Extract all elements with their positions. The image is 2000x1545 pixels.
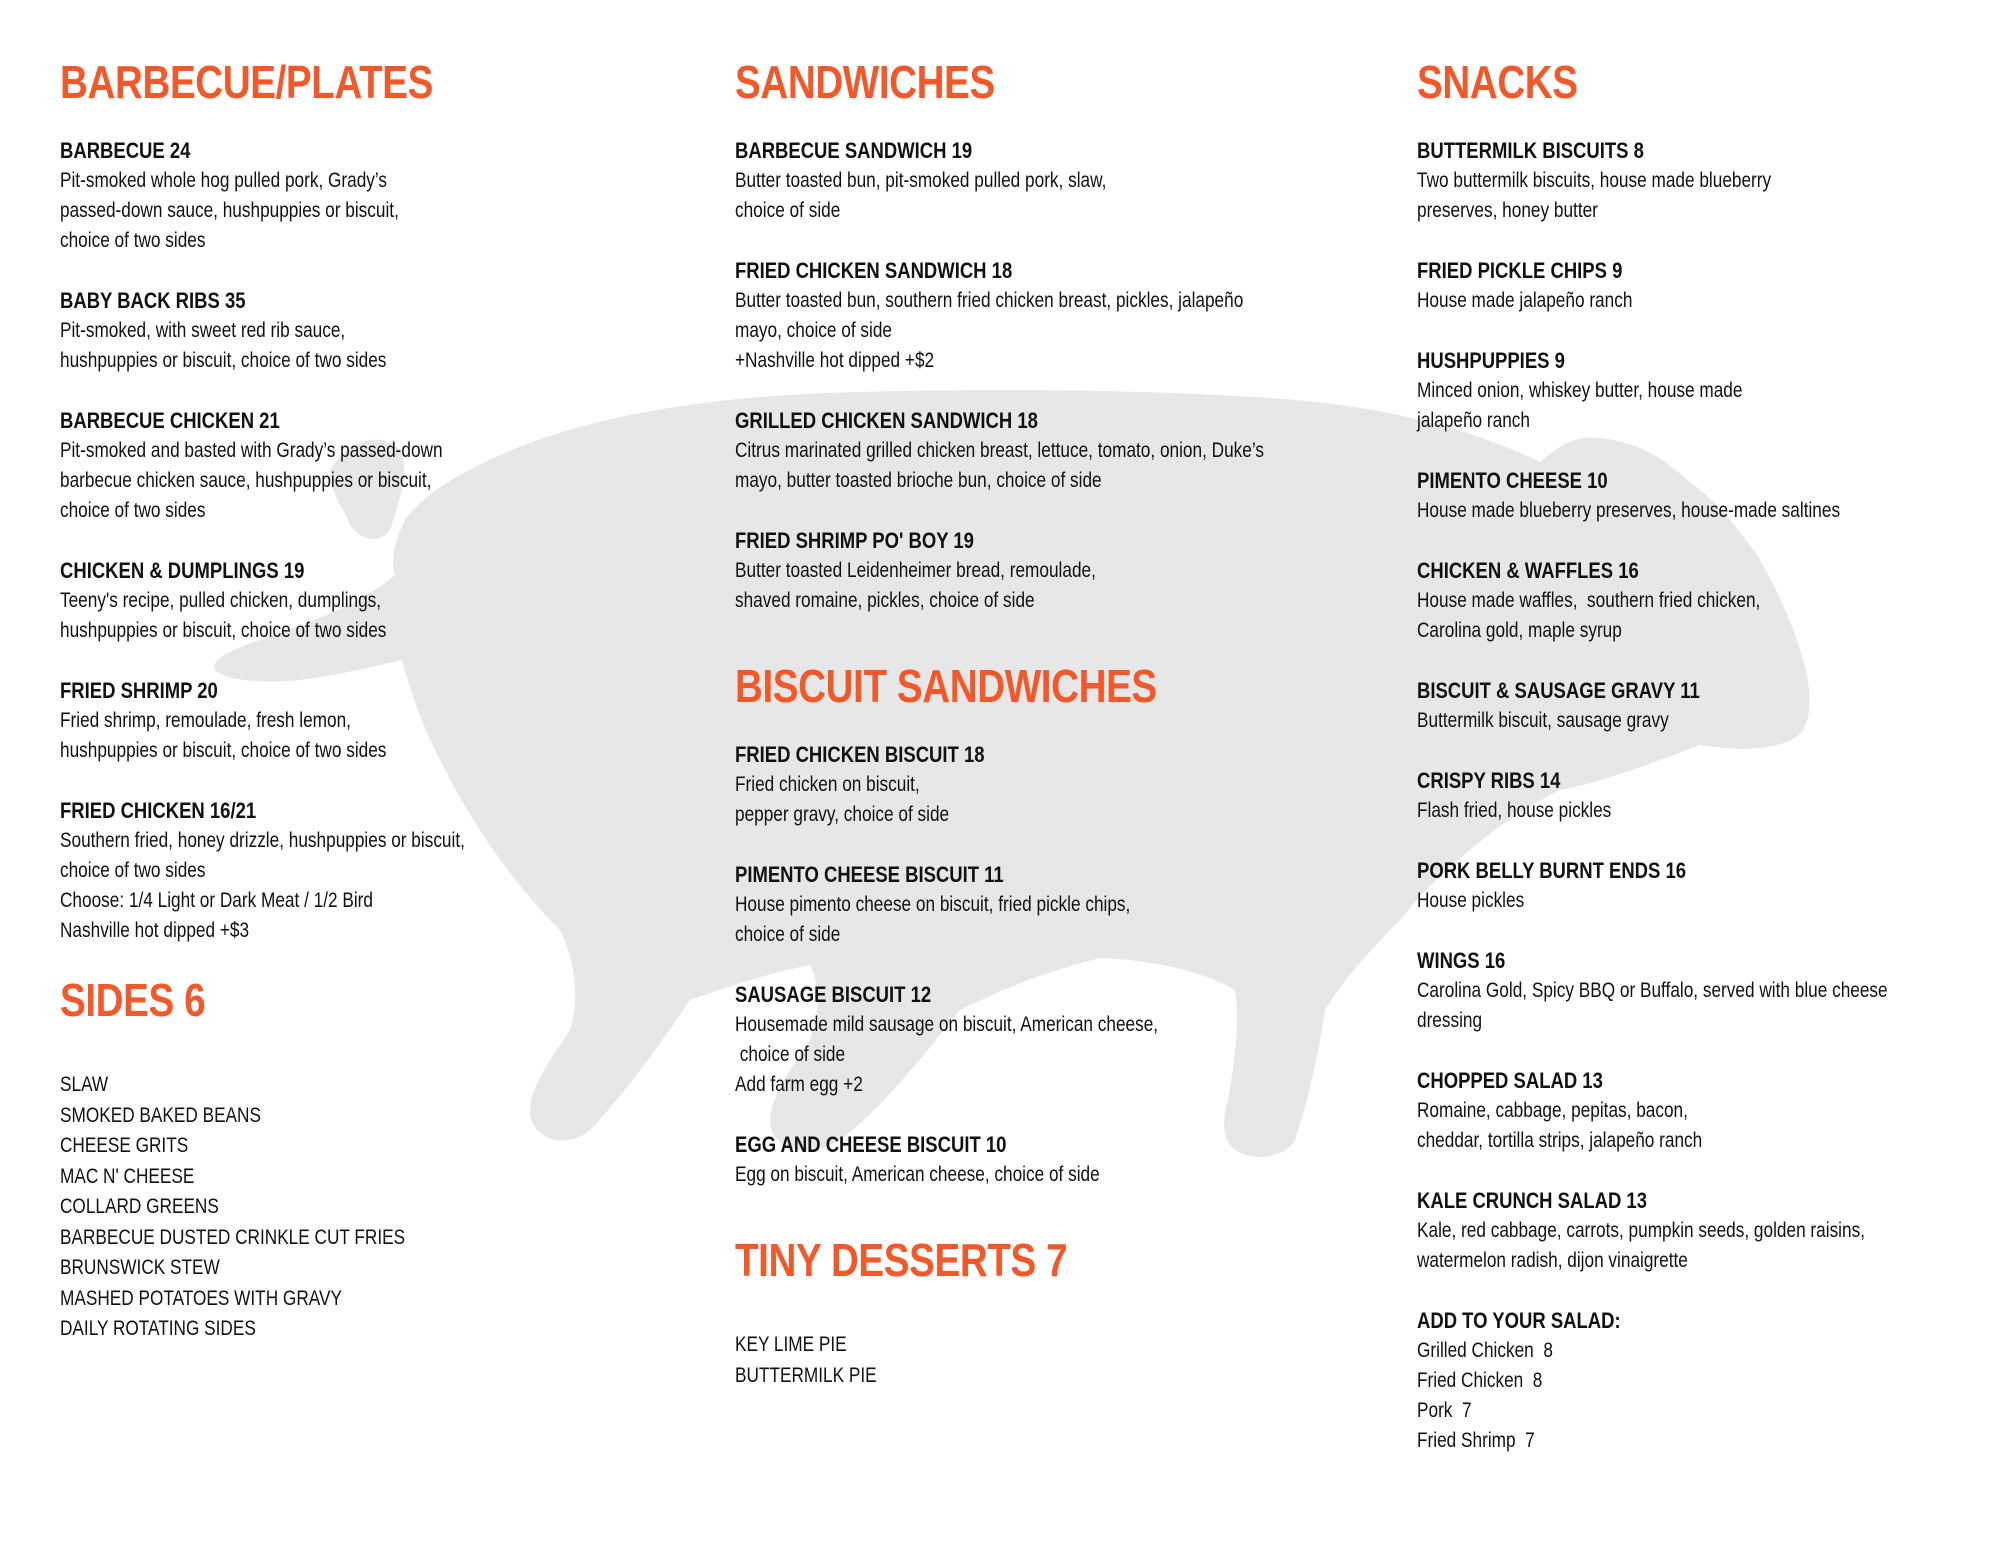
menu-item-desc: shaved romaine, pickles, choice of side	[735, 589, 1035, 612]
menu-item	[1417, 256, 1977, 316]
menu-item	[1417, 556, 1977, 646]
list-item: CHEESE GRITS	[60, 1134, 189, 1157]
menu-item-name: EGG AND CHEESE BISCUIT 10	[735, 1132, 1007, 1157]
menu-item-desc: choice of two sides	[60, 499, 206, 522]
section-title-biscuit-sandwiches: BISCUIT SANDWICHES	[735, 660, 1157, 712]
menu-item-name: PIMENTO CHEESE 10	[1417, 468, 1608, 493]
menu-item	[735, 980, 1355, 1100]
menu-item-desc: Butter toasted Leidenheimer bread, remoulade,	[735, 559, 1096, 582]
menu-item-desc: jalapeño ranch	[1417, 409, 1530, 432]
menu-item-name: CHOPPED SALAD 13	[1417, 1068, 1603, 1093]
menu-item-desc: pepper gravy, choice of side	[735, 803, 950, 826]
menu-item-desc: House made blueberry preserves, house-made saltines	[1417, 499, 1841, 522]
menu-item-desc: House made jalapeño ranch	[1417, 289, 1633, 312]
menu-item	[1417, 676, 1977, 736]
list-item: DAILY ROTATING SIDES	[60, 1317, 256, 1340]
menu-item-desc: Buttermilk biscuit, sausage gravy	[1417, 709, 1669, 732]
menu-item-desc: cheddar, tortilla strips, jalapeño ranch	[1417, 1129, 1703, 1152]
menu-item-name: PIMENTO CHEESE BISCUIT 11	[735, 862, 1004, 887]
menu-item	[60, 286, 640, 376]
menu-item	[60, 406, 640, 526]
menu-item-desc: House pimento cheese on biscuit, fried pickle chips,	[735, 893, 1131, 916]
menu-item-desc: Carolina gold, maple syrup	[1417, 619, 1622, 642]
menu-item-name: SAUSAGE BISCUIT 12	[735, 982, 932, 1007]
menu-item-desc: Butter toasted bun, pit-smoked pulled pork, slaw,	[735, 169, 1107, 192]
menu-item-desc: hushpuppies or biscuit, choice of two sides	[60, 349, 387, 372]
menu-item-name: GRILLED CHICKEN SANDWICH 18	[735, 408, 1038, 433]
menu-item-desc: Teeny's recipe, pulled chicken, dumplings,	[60, 589, 382, 612]
menu-item-desc: Minced onion, whiskey butter, house made	[1417, 379, 1743, 402]
menu-item-desc: House pickles	[1417, 889, 1525, 912]
menu-item-desc: Add farm egg +2	[735, 1073, 863, 1096]
menu-item-desc: Two buttermilk biscuits, house made blueberry	[1417, 169, 1772, 192]
section-title-sandwiches: SANDWICHES	[735, 56, 995, 108]
menu-item	[60, 676, 640, 766]
list-item: BUTTERMILK PIE	[735, 1363, 877, 1387]
menu-item-desc: barbecue chicken sauce, hushpuppies or biscuit,	[60, 469, 432, 492]
menu-item-name: HUSHPUPPIES 9	[1417, 348, 1565, 373]
menu-item-name: BARBECUE CHICKEN 21	[60, 408, 280, 433]
menu-item	[1417, 946, 1977, 1036]
menu-item-desc: choice of side	[735, 199, 841, 222]
section-title-tiny-desserts: TINY DESSERTS 7	[735, 1234, 1068, 1286]
menu-item-name: BUTTERMILK BISCUITS 8	[1417, 138, 1644, 163]
sides-list	[60, 1070, 640, 1345]
menu-item-desc: Romaine, cabbage, pepitas, bacon,	[1417, 1099, 1688, 1122]
menu-item-desc: Housemade mild sausage on biscuit, American cheese,	[735, 1013, 1159, 1036]
menu-item	[60, 556, 640, 646]
menu-item-desc: Pit-smoked, with sweet red rib sauce,	[60, 319, 346, 342]
list-item: BARBECUE DUSTED CRINKLE CUT FRIES	[60, 1225, 406, 1249]
menu-item-desc: dressing	[1417, 1009, 1483, 1032]
list-item: KEY LIME PIE	[735, 1333, 847, 1356]
menu-item-name: FRIED PICKLE CHIPS 9	[1417, 258, 1623, 283]
menu-item	[735, 526, 1355, 616]
menu-item	[735, 860, 1355, 950]
section-title-barbecue-plates: BARBECUE/PLATES	[60, 56, 433, 108]
menu-item-desc: Kale, red cabbage, carrots, pumpkin seeds, golden raisins,	[1417, 1219, 1865, 1242]
menu-item-desc: Nashville hot dipped +$3	[60, 919, 250, 942]
menu-item-desc: Egg on biscuit, American cheese, choice of side	[735, 1163, 1100, 1186]
menu-item-name: CRISPY RIBS 14	[1417, 768, 1561, 793]
menu-item-desc: Butter toasted bun, southern fried chicken breast, pickles, jalapeño	[735, 289, 1244, 312]
menu-item-desc: choice of side	[735, 923, 841, 946]
menu-item-desc: mayo, choice of side	[735, 319, 892, 342]
section-title-snacks: SNACKS	[1417, 56, 1578, 108]
menu-item-desc: Fried Shrimp 7	[1417, 1429, 1535, 1452]
menu-item-desc: choice of side	[735, 1043, 846, 1066]
column-left	[60, 52, 640, 1345]
menu-item	[735, 740, 1355, 830]
menu-item-desc: Pit-smoked whole hog pulled pork, Grady’s	[60, 169, 388, 192]
menu-item	[60, 136, 640, 256]
menu-item-name: FRIED CHICKEN 16/21	[60, 798, 257, 823]
menu-item-name: FRIED SHRIMP 20	[60, 678, 218, 703]
menu-item	[735, 406, 1355, 496]
menu-item	[1417, 1186, 1977, 1276]
desserts-list	[735, 1330, 1355, 1391]
menu-item-name: ADD TO YOUR SALAD:	[1417, 1308, 1621, 1333]
menu-item-name: WINGS 16	[1417, 948, 1506, 973]
menu-item-desc: choice of two sides	[60, 859, 206, 882]
menu-item-desc: mayo, butter toasted brioche bun, choice of side	[735, 469, 1102, 492]
list-item: SMOKED BAKED BEANS	[60, 1103, 261, 1127]
menu-item-desc: Southern fried, honey drizzle, hushpuppies or biscuit,	[60, 829, 465, 852]
menu-item	[60, 796, 640, 946]
menu-item-desc: Citrus marinated grilled chicken breast, lettuce, tomato, onion, Duke’s	[735, 439, 1264, 462]
menu-item-name: KALE CRUNCH SALAD 13	[1417, 1188, 1647, 1213]
column-right	[1417, 52, 1977, 1486]
menu-item-desc: Fried shrimp, remoulade, fresh lemon,	[60, 709, 351, 732]
menu-item	[1417, 766, 1977, 826]
list-item: SLAW	[60, 1073, 109, 1096]
menu-item-desc: watermelon radish, dijon vinaigrette	[1417, 1249, 1688, 1272]
list-item: MASHED POTATOES WITH GRAVY	[60, 1286, 342, 1310]
menu-item-name: PORK BELLY BURNT ENDS 16	[1417, 858, 1687, 883]
menu-item	[735, 256, 1355, 376]
menu-item-desc: Grilled Chicken 8	[1417, 1339, 1553, 1362]
menu-item-name: BABY BACK RIBS 35	[60, 288, 246, 313]
menu-item-name: BISCUIT & SAUSAGE GRAVY 11	[1417, 678, 1700, 703]
menu-item-desc: Fried chicken on biscuit,	[735, 773, 920, 796]
menu-item-name: CHICKEN & DUMPLINGS 19	[60, 558, 305, 583]
column-middle	[735, 52, 1355, 1391]
menu-item-desc: Flash fried, house pickles	[1417, 799, 1612, 822]
menu-item-name: FRIED CHICKEN SANDWICH 18	[735, 258, 1013, 283]
menu-item-name: CHICKEN & WAFFLES 16	[1417, 558, 1639, 583]
menu-item	[1417, 346, 1977, 436]
menu-item-desc: Pit-smoked and basted with Grady’s passed-down	[60, 439, 443, 462]
section-title-sides: SIDES 6	[60, 974, 206, 1026]
menu-item	[1417, 1306, 1977, 1456]
menu-item-desc: preserves, honey butter	[1417, 199, 1598, 222]
menu-item-name: BARBECUE SANDWICH 19	[735, 138, 973, 163]
menu-item-desc: Pork 7	[1417, 1399, 1472, 1422]
menu-item-desc: Choose: 1/4 Light or Dark Meat / 1/2 Bird	[60, 889, 373, 912]
menu-item-name: FRIED CHICKEN BISCUIT 18	[735, 742, 985, 767]
menu-item	[1417, 466, 1977, 526]
menu-item-desc: +Nashville hot dipped +$2	[735, 349, 935, 372]
menu-item-name: FRIED SHRIMP PO' BOY 19	[735, 528, 974, 553]
menu-item	[1417, 136, 1977, 226]
menu-item	[735, 1130, 1355, 1190]
menu-item	[1417, 856, 1977, 916]
menu-item-desc: hushpuppies or biscuit, choice of two sides	[60, 619, 387, 642]
menu-item-name: BARBECUE 24	[60, 138, 191, 163]
menu-item-desc: Fried Chicken 8	[1417, 1369, 1543, 1392]
menu-item	[1417, 1066, 1977, 1156]
menu-item-desc: hushpuppies or biscuit, choice of two sides	[60, 739, 387, 762]
menu-item-desc: passed-down sauce, hushpuppies or biscuit,	[60, 199, 399, 222]
menu-item-desc: Carolina Gold, Spicy BBQ or Buffalo, served with blue cheese	[1417, 979, 1888, 1002]
menu-item-desc: choice of two sides	[60, 229, 206, 252]
list-item: MAC N' CHEESE	[60, 1164, 195, 1188]
list-item: COLLARD GREENS	[60, 1195, 219, 1218]
menu-item	[735, 136, 1355, 226]
list-item: BRUNSWICK STEW	[60, 1256, 220, 1279]
menu-item-desc: House made waffles, southern fried chicken,	[1417, 589, 1761, 612]
